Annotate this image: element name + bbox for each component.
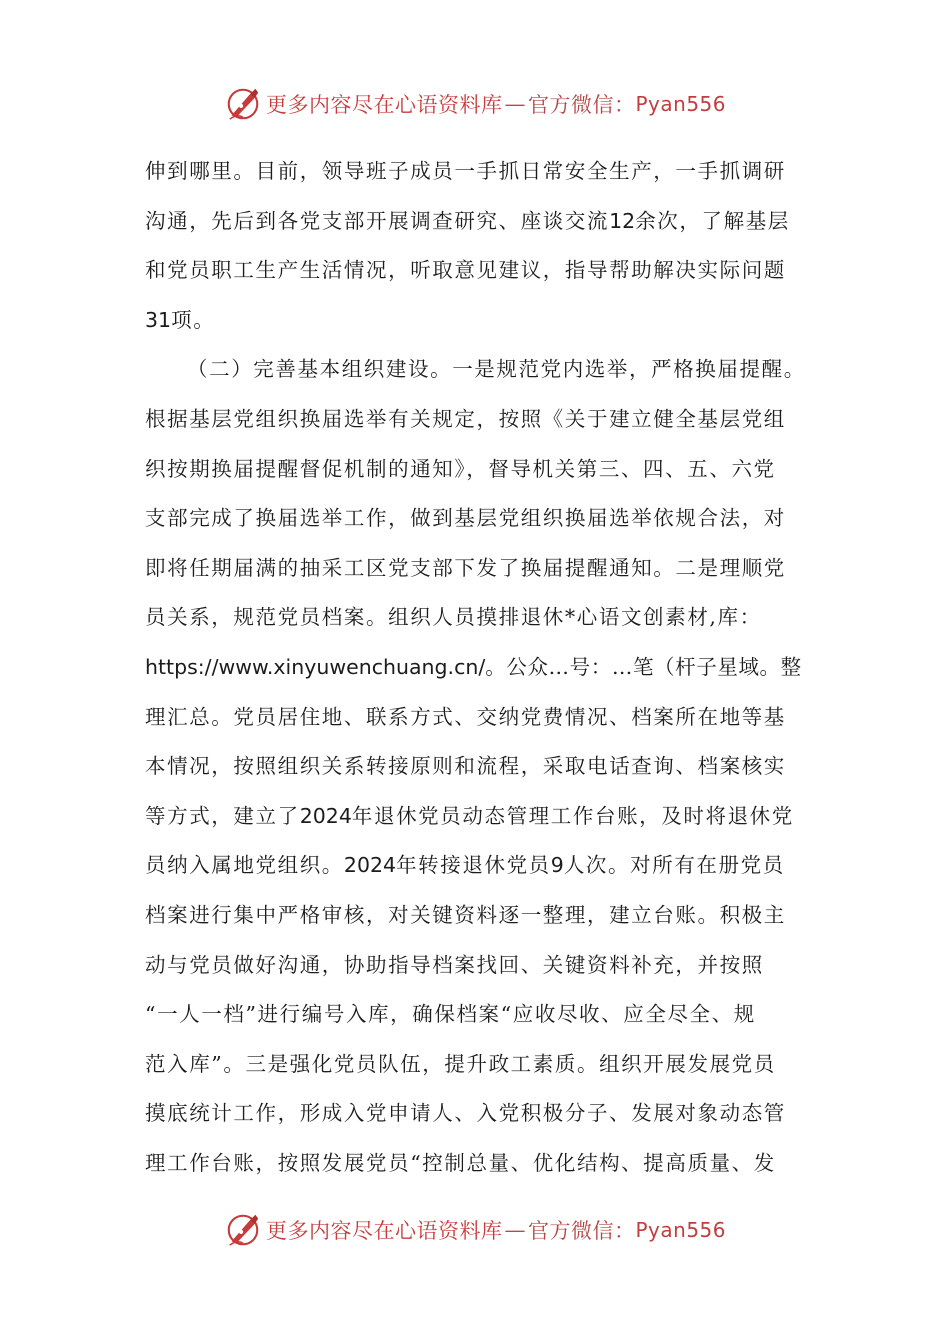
text-line: “一人一档”进行编号入库，确保档案“应收尽收、应全尽全、规 bbox=[145, 1002, 756, 1027]
text-line: 沟通，先后到各党支部开展调查研究、座谈交流12余次，了解基层 bbox=[145, 208, 790, 233]
text-line: 理汇总。党员居住地、联系方式、交纳党费情况、档案所在地等基 bbox=[145, 704, 786, 729]
text-line: 根据基层党组织换届选举有关规定，按照《关于建立健全基层党组 bbox=[145, 406, 786, 431]
text-line: 理工作台账，按照发展党员“控制总量、优化结构、提高质量、发 bbox=[145, 1150, 776, 1175]
footer-banner bbox=[0, 1210, 950, 1250]
text-line-url: https://www.xinyuwenchuang.cn/。公众…号：…笔（杆子星域。整 bbox=[145, 654, 802, 679]
banner-separator: — bbox=[504, 92, 526, 116]
header-banner bbox=[0, 84, 950, 124]
banner-wechat-id: Pyan556 bbox=[635, 92, 726, 116]
banner-wechat-label: 官方微信： bbox=[527, 93, 636, 117]
text-line: 31项。 bbox=[145, 307, 216, 332]
text-line: 即将任期届满的抽采工区党支部下发了换届提醒通知。二是理顺党 bbox=[145, 555, 786, 580]
text-line: 等方式，建立了2024年退休党员动态管理工作台账，及时将退休党 bbox=[145, 803, 794, 828]
text-line: 动与党员做好沟通，协助指导档案找回、关键资料补充，并按照 bbox=[145, 952, 764, 977]
banner-separator: — bbox=[504, 1218, 526, 1242]
pen-nib-logo-icon bbox=[224, 1211, 262, 1249]
banner-wechat-label: 官方微信： bbox=[527, 1219, 636, 1243]
banner-wechat-id: Pyan556 bbox=[635, 1218, 726, 1242]
text-line: 和党员职工生产生活情况，听取意见建议，指导帮助解决实际问题 bbox=[145, 258, 786, 283]
text-line: 范入库”。三是强化党员队伍，提升政工素质。组织开展发展党员 bbox=[145, 1051, 776, 1076]
text-line: 织按期换届提醒督促机制的通知》，督导机关第三、四、五、六党 bbox=[145, 456, 776, 481]
text-line: 员纳入属地党组织。2024年转接退休党员9人次。对所有在册党员 bbox=[145, 853, 785, 878]
banner-slogan: 更多内容尽在心语资料库 bbox=[265, 1219, 503, 1243]
banner-slogan: 更多内容尽在心语资料库 bbox=[265, 93, 503, 117]
pen-nib-logo-icon bbox=[224, 85, 262, 123]
text-line: 档案进行集中严格审核，对关键资料逐一整理，建立台账。积极主 bbox=[145, 902, 786, 927]
text-line: 摸底统计工作，形成入党申请人、入党积极分子、发展对象动态管 bbox=[145, 1101, 786, 1126]
section-heading-line: （二）完善基本组织建设。一是规范党内选举，严格换届提醒。 bbox=[187, 357, 806, 382]
text-line: 伸到哪里。目前，领导班子成员一手抓日常安全生产，一手抓调研 bbox=[145, 159, 786, 183]
text-line: 员关系，规范党员档案。组织人员摸排退休*心语文创素材,库： bbox=[145, 605, 762, 630]
text-line: 本情况，按照组织关系转接原则和流程，采取电话查询、档案核实 bbox=[145, 754, 786, 779]
document-body bbox=[145, 147, 810, 1188]
text-line: 支部完成了换届选举工作，做到基层党组织换届选举依规合法，对 bbox=[145, 506, 786, 531]
